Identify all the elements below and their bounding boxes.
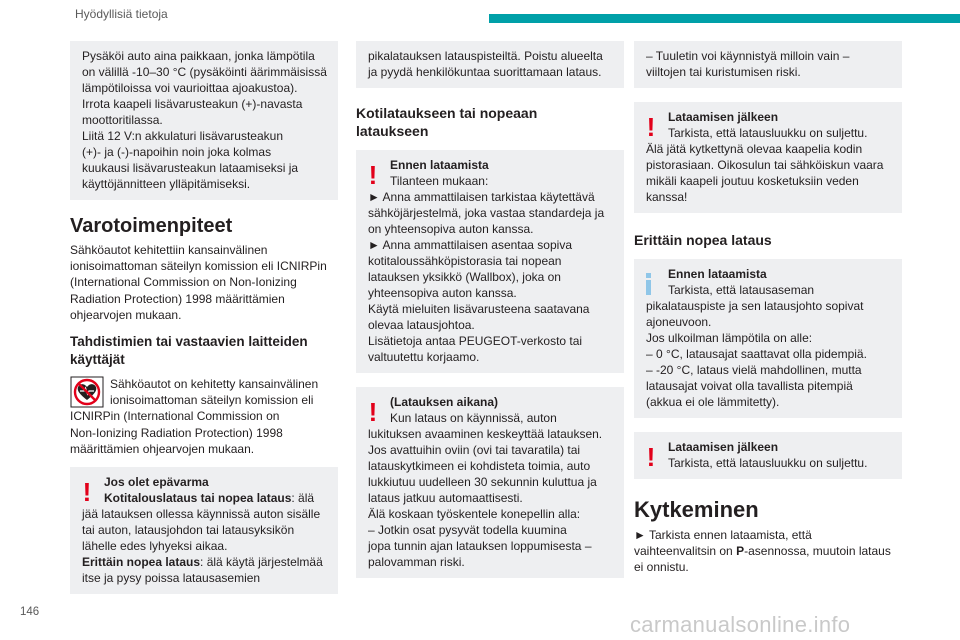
text-line: Älä koskaan työskentele konepellin alla: — [368, 507, 581, 521]
text-line: Tarkista, että latausluukku on suljettu. — [668, 456, 868, 470]
text-line: ohjearvojen mukaan. — [70, 307, 182, 322]
warning-exclamation-icon: ! — [646, 442, 656, 472]
text-line: jää latauksen ollessa käynnissä auton sisälle — [82, 507, 321, 522]
text-line: latauskytkimeen ei kohdisteta toimia, auto — [368, 459, 591, 473]
column-2 — [356, 41, 624, 578]
text-line: latauksen yksikkö (Wallbox), joka on — [368, 270, 561, 284]
warning-box-after-charging-2: ! Lataamisen jälkeen Tarkista, että latausluukku on suljettu. — [634, 432, 902, 479]
text-line: Tarkista, että latausluukku on suljettu. — [668, 126, 868, 140]
text-line: (+)- ja (-)-napoihin noin joka kolmas — [82, 145, 272, 159]
text-line: viiltojen tai kuristumisen riski. — [646, 65, 801, 79]
text-line: kotitaloussähköpistorasia tai nopean — [368, 254, 562, 268]
text-line: Irrota kaapeli lisävarusteakun (+)-navasta — [82, 97, 303, 111]
text-line: Liitä 12 V:n akkulaturi lisävarusteakun — [82, 129, 283, 143]
text-line: käyttöjännitteen ylläpitämiseksi. — [82, 177, 251, 191]
text-line: pikalatauspiste ja sen latausjohto sopivat — [646, 299, 864, 313]
page-number: 146 — [20, 606, 40, 618]
text-line: on välillä -10–30 °C (pysäköinti äärimmäisissä — [82, 65, 327, 79]
text-line: valtuutettu korjaamo. — [368, 350, 480, 364]
info-box-storage — [70, 41, 338, 200]
text-line: lämpötiloissa voi vaurioittaa ajoakustoa). — [82, 81, 298, 95]
watermark: carmanualsonline.info — [630, 612, 851, 637]
text-line: Non-Ionizing Radiation Protection) 1998 — [70, 425, 283, 440]
column-3 — [634, 41, 902, 576]
text-line: Tarkista, että latausaseman — [668, 283, 815, 297]
text-line: Jos avattuihin oviin (ovi tai tavaratila) tai — [368, 443, 581, 457]
text-line: Sähköautot on kehitetty kansainvälinen — [110, 377, 319, 392]
pacemaker-warning-icon — [70, 376, 104, 408]
text-line: ajoneuvoon. — [646, 315, 712, 329]
text-line: lataus jatkuu automaattisesti. — [368, 491, 523, 505]
text-line: pikalatauksen latauspisteiltä. Poistu alueelta — [368, 49, 603, 63]
text-line: ionisoimattoman säteilyn komission eli — [110, 393, 314, 408]
text-line: tai auton, latausjohdon tai latausyksikön — [82, 523, 295, 538]
warning-exclamation-icon: ! — [368, 397, 378, 427]
box-continuation — [634, 41, 902, 88]
text-line: Jos ulkoilman lämpötila on alle: — [646, 331, 813, 345]
box-continuation — [356, 41, 624, 88]
warning-box-after-charging: ! Lataamisen jälkeen Tarkista, että latausluukku on suljettu. Älä jätä kytkettynä olevaa kaapelia kodin pistorasiaan. Oikosulun tai sähköiskun vaara mikäli kaapeli joutuu kosketuksiin veden kanssa! — [634, 102, 902, 213]
pacemaker-paragraph — [70, 376, 338, 457]
warning-exclamation-icon: ! — [368, 160, 378, 190]
heading-pacemaker-users: Tahdistimien tai vastaavien laitteiden käyttäjät — [70, 334, 308, 368]
text-line: ICNIRPin (International Commission on — [70, 409, 280, 424]
text-line: Älä jätä kytkettynä olevaa kaapelia kodin — [646, 142, 863, 156]
info-icon — [642, 273, 656, 295]
text-line: lukituksen avaaminen keskeyttää latauksen. — [368, 427, 603, 441]
text-line: Pysäköi auto aina paikkaan, jonka lämpötila — [82, 49, 315, 63]
text-line: – Tuuletin voi käynnistyä milloin vain – — [646, 49, 850, 63]
text-line: on yhteensopiva auton kanssa. — [368, 222, 534, 236]
text-line: – 0 °C, latausajat saattavat olla pidempiä. — [646, 347, 867, 361]
text-line: Lisätietoja antaa PEUGEOT-verkosto tai — [368, 334, 583, 348]
heading-ultra-fast-charging: Erittäin nopea lataus — [634, 232, 772, 248]
text-line: (akkua ei ole lämmitetty). — [646, 395, 780, 409]
warning-box-before-charging: ! Ennen lataamista Tilanteen mukaan: ► Anna ammattilaisen tarkistaa käytettävä sähköjärjestelmä, joka vastaa standardeja ja on yhteensopiva auton kanssa. ► Anna ammattilaisen asentaa sopiva kotitaloussähköpistorasia tai nopean latauksen yksikkö (Wallbox), joka on yhteensopiva auton kanssa. Käytä mieluiten lisävarusteena saatavana olevaa latausjohtoa. Lisätietoja antaa PEUGEOT-verkosto tai valtuutettu korjaamo. — [356, 150, 624, 373]
text-line: Käytä mieluiten lisävarusteena saatavana — [368, 302, 590, 316]
text-line: ► Anna ammattilaisen tarkistaa käytettävä — [368, 190, 595, 204]
text-line: yhteensopiva auton kanssa. — [368, 286, 517, 300]
text-line: mikäli kaapeli joutuu kosketuksiin veden — [646, 174, 859, 188]
text-line: jopa tunnin ajan latauksen loppumisesta – — [368, 539, 592, 553]
warning-box-during-charging: ! (Latauksen aikana) Kun lataus on käynnissä, auton lukituksen avaaminen keskeyttää latauksen. Jos avattuihin oviin (ovi tai tavaratila) tai latauskytkimeen ei kohdisteta toimia, auto lukkiutuu uudelleen 30 sekunnin kuluttua ja lataus jatkuu automaattisesti. Älä koskaan työskentele konepellin alla: – Jotkin osat pysyvät todella kuumina jopa tunnin ajan latauksen loppumisesta – palovamman riski. — [356, 387, 624, 578]
heading-precautions: Varotoimenpiteet — [70, 215, 233, 237]
text-line: moottoritilassa. — [82, 113, 163, 127]
text-line: ja pyydä henkilökuntaa suorittamaan lataus. — [368, 65, 602, 79]
heading-connecting: Kytkeminen — [634, 497, 759, 522]
text-line: palovamman riski. — [368, 555, 465, 569]
info-box-before-charging: Ennen lataamista Tarkista, että latausaseman pikalatauspiste ja sen latausjohto sopivat ajoneuvoon. Jos ulkoilman lämpötila on alle: – 0 °C, latausajat saattavat olla pidempiä. – -20 °C, lataus vielä mahdollinen, mutta latausajat voivat olla tavallista pitempiä (akkua ei ole lämmitetty). — [634, 259, 902, 418]
text-line: (International Commission on Non-Ionizing — [70, 275, 297, 290]
warning-exclamation-icon: ! — [646, 112, 656, 142]
text-line: lähelle edes lyhyeksi aikaa. — [82, 539, 228, 554]
connecting-paragraph: ► Tarkista ennen lataamista, että vaihteenvalitsin on P-asennossa, muutoin lataus ei onnistu. — [634, 528, 891, 575]
warning-box-unsure: ! Jos olet epävarma Kotitalouslataus tai nopea lataus: älä jää latauksen ollessa käynnissä auton sisälle tai auton, latausjohdon tai latausyksikön lähelle edes lyhyeksi aikaa. Erittäin nopea lataus: älä käytä järjestelmää itse ja pysy poissa latausasemien — [70, 467, 338, 594]
text-line: ► Anna ammattilaisen asentaa sopiva — [368, 238, 572, 252]
text-line: sähköjärjestelmä, joka vastaa standardeja ja — [368, 206, 605, 220]
text-line: Sähköautot kehitettiin kansainvälinen — [70, 243, 268, 257]
text-line: – -20 °C, lataus vielä mahdollinen, mutta — [646, 363, 862, 377]
header-accent-bar — [489, 14, 960, 23]
text-line: Tilanteen mukaan: — [390, 174, 489, 188]
text-line: määrittämien ohjearvojen mukaan. — [70, 441, 255, 456]
text-line: ionisoimattoman säteilyn komission eli ICNIRPin — [70, 259, 327, 274]
text-line: olevaa latausjohtoa. — [368, 318, 475, 332]
text-line: lukkiutuu uudelleen 30 sekunnin kuluttua ja — [368, 475, 597, 489]
text-line: Radiation Protection) 1998 määrittämien — [70, 291, 285, 306]
precautions-intro — [70, 242, 338, 323]
text-line: pistorasiaan. Oikosulun tai sähköiskun vaara — [646, 158, 884, 172]
text-line: kuukausi lisävarusteakun lataamiseksi ja — [82, 161, 299, 175]
text-line: kanssa! — [646, 190, 688, 204]
heading-home-charging: Kotilataukseen tai nopeaan lataukseen — [356, 105, 538, 139]
column-1 — [70, 41, 338, 594]
running-header: Hyödyllisiä tietoja — [75, 7, 168, 21]
warning-exclamation-icon: ! — [82, 477, 92, 508]
text-line: Kun lataus on käynnissä, auton — [390, 411, 557, 425]
text-line: – Jotkin osat pysyvät todella kuumina — [368, 523, 567, 537]
text-line: latausajat voivat olla tavallista pitempiä — [646, 379, 853, 393]
